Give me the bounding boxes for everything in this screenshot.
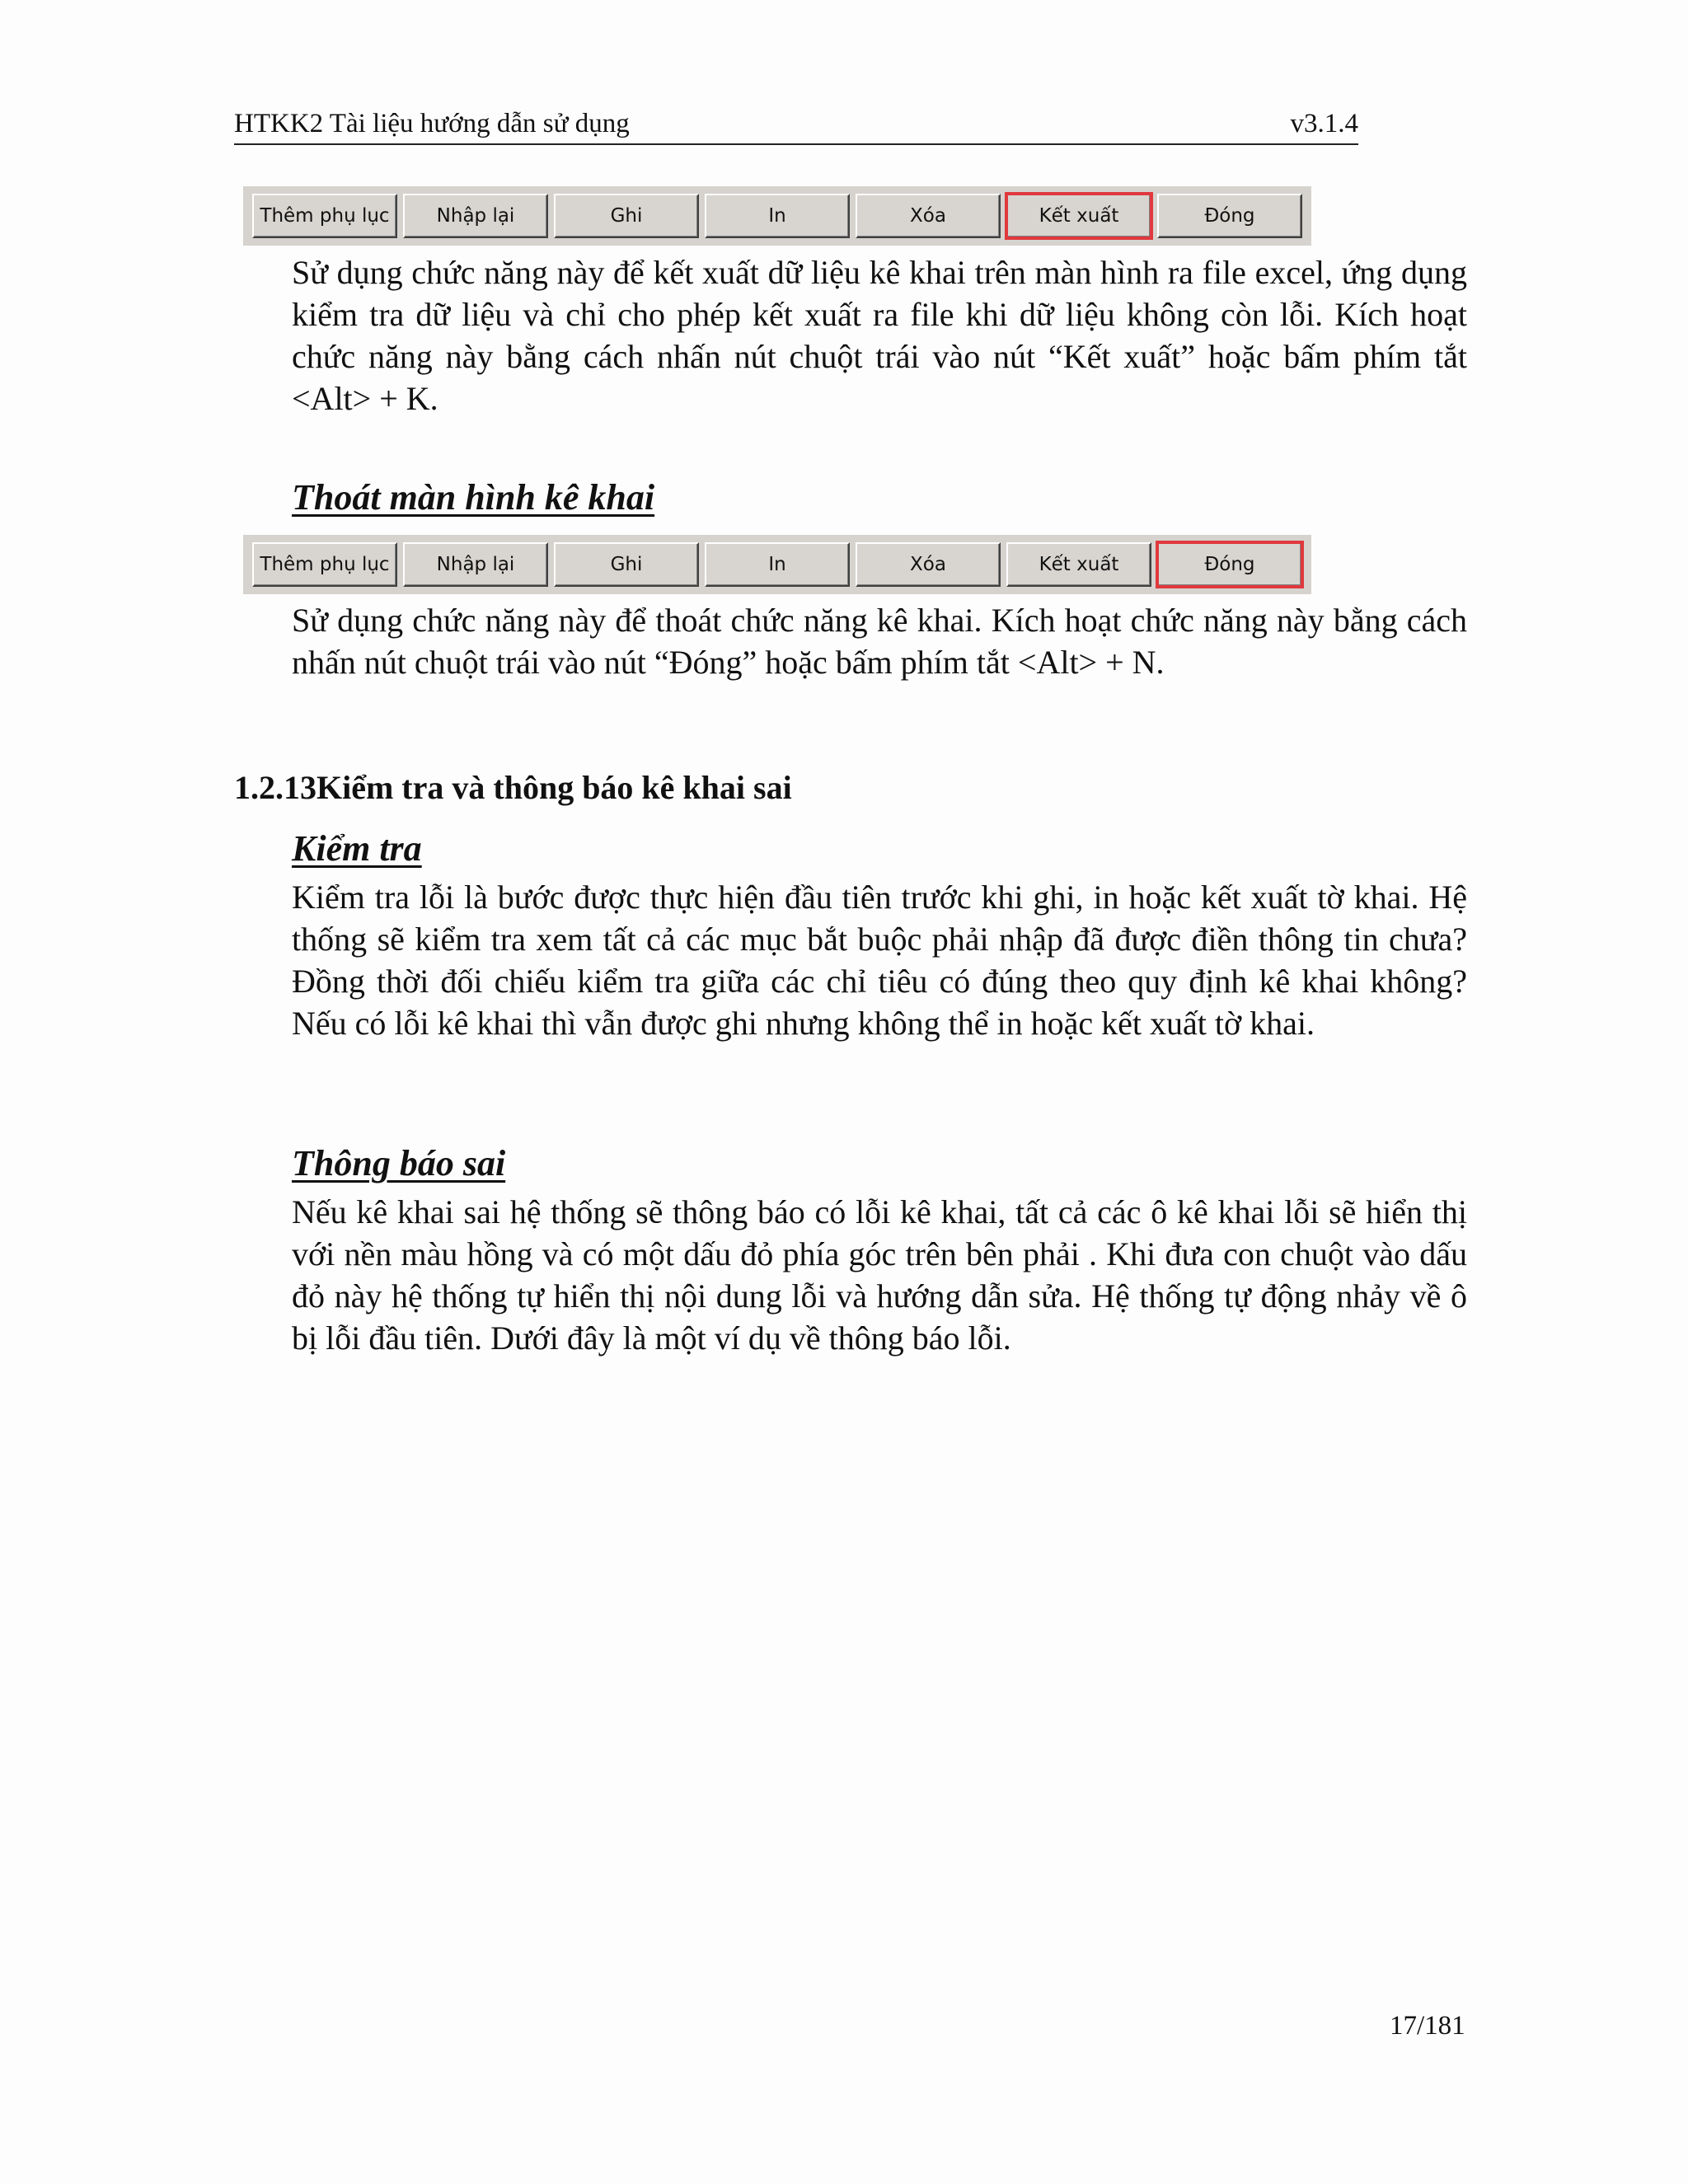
add-appendix-button[interactable]: Thêm phụ lục bbox=[252, 194, 397, 238]
document-version: v3.1.4 bbox=[1290, 109, 1358, 138]
section-number: 1.2.13 bbox=[234, 769, 316, 806]
error-notice-heading: Thông báo sai bbox=[292, 1143, 506, 1183]
save-button[interactable]: Ghi bbox=[554, 542, 699, 587]
add-appendix-button[interactable]: Thêm phụ lục bbox=[252, 542, 397, 587]
close-screen-heading: Thoát màn hình kê khai bbox=[292, 477, 655, 518]
delete-button[interactable]: Xóa bbox=[856, 542, 1001, 587]
check-heading: Kiểm tra bbox=[292, 828, 422, 869]
page-number: 17/181 bbox=[1390, 2011, 1465, 2041]
save-button[interactable]: Ghi bbox=[554, 194, 699, 238]
print-button[interactable]: In bbox=[705, 542, 850, 587]
check-description: Kiểm tra lỗi là bước được thực hiện đầu tiên trước khi ghi, in hoặc kết xuất tờ khai. Hệ thống sẽ kiểm tra xem tất cả các mục bắt buộc phải nhập đã được điền thông tin chưa? Đồng thời đối chiếu kiểm tra giữa các chỉ tiêu có đúng theo quy định kê khai không? Nếu có lỗi kê khai thì vẫn được ghi nhưng không thể in hoặc kết xuất tờ khai. bbox=[292, 879, 1467, 1042]
section-title: Kiểm tra và thông báo kê khai sai bbox=[316, 769, 792, 806]
export-description: Sử dụng chức năng này để kết xuất dữ liệu kê khai trên màn hình ra file excel, ứng dụng kiểm tra dữ liệu và chỉ cho phép kết xuất ra file khi dữ liệu không còn lỗi. Kích hoạt chức năng này bằng cách nhấn nút chuột trái vào nút “Kết xuất” hoặc bấm phím tắt <Alt> + K. bbox=[292, 254, 1467, 417]
export-button[interactable]: Kết xuất bbox=[1006, 194, 1151, 238]
close-button[interactable]: Đóng bbox=[1157, 194, 1302, 238]
print-button[interactable]: In bbox=[705, 194, 850, 238]
reenter-button[interactable]: Nhập lại bbox=[403, 194, 548, 238]
toolbar-export-example bbox=[243, 186, 1311, 246]
close-button[interactable]: Đóng bbox=[1157, 542, 1302, 587]
toolbar-close-example bbox=[243, 535, 1311, 594]
export-button[interactable]: Kết xuất bbox=[1006, 542, 1151, 587]
document-title: HTKK2 Tài liệu hướng dẫn sử dụng bbox=[234, 109, 630, 138]
delete-button[interactable]: Xóa bbox=[856, 194, 1001, 238]
page-header bbox=[234, 104, 1358, 145]
close-description: Sử dụng chức năng này để thoát chức năng kê khai. Kích hoạt chức năng này bằng cách nhấn nút chuột trái vào nút “Đóng” hoặc bấm phím tắt <Alt> + N. bbox=[292, 602, 1467, 681]
section-heading bbox=[234, 768, 792, 807]
reenter-button[interactable]: Nhập lại bbox=[403, 542, 548, 587]
error-notice-description: Nếu kê khai sai hệ thống sẽ thông báo có lỗi kê khai, tất cả các ô kê khai lỗi sẽ hiển thị với nền màu hồng và có một dấu đỏ phía góc trên bên phải . Khi đưa con chuột vào dấu đỏ này hệ thống tự hiển thị nội dung lỗi và hướng dẫn sửa. Hệ thống tự động nhảy về ô bị lỗi đầu tiên. Dưới đây là một ví dụ về thông báo lỗi. bbox=[292, 1193, 1467, 1357]
